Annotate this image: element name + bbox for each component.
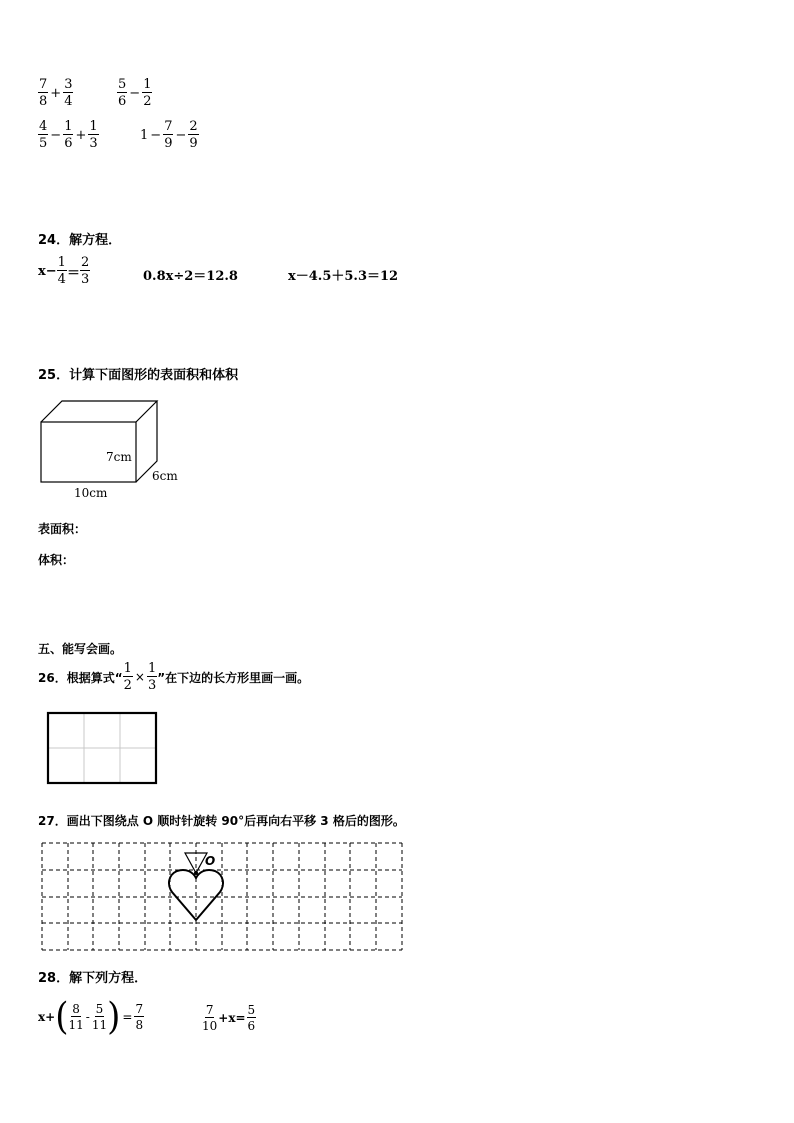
width-label: 10cm <box>74 486 108 500</box>
question-25-title: 25．计算下面图形的表面积和体积 <box>38 368 239 383</box>
operator: − <box>129 85 141 101</box>
numerator: 1 <box>64 119 73 134</box>
surface-area-label: 表面积： <box>38 522 87 536</box>
numerator: 3 <box>64 77 73 92</box>
drawing-rectangle[interactable] <box>46 711 158 785</box>
fraction <box>92 1003 107 1031</box>
volume-label: 体积： <box>38 553 75 567</box>
denominator: 8 <box>39 94 48 109</box>
denominator: 6 <box>247 1019 256 1033</box>
fraction <box>117 78 127 108</box>
fraction <box>63 120 73 150</box>
denominator: 2 <box>143 94 152 109</box>
denominator: 3 <box>89 136 98 151</box>
fraction <box>38 78 48 108</box>
q24-equation-3: x－4.5＋5.3＝12 <box>288 269 399 284</box>
operator: + <box>50 85 62 101</box>
denominator: 4 <box>57 272 66 287</box>
numerator: 4 <box>39 119 48 134</box>
question-24-title: 24．解方程． <box>38 233 122 248</box>
denominator: 5 <box>39 136 48 151</box>
fraction <box>63 78 73 108</box>
fraction <box>57 256 67 286</box>
numerator: 1 <box>57 255 66 270</box>
calc-expr-3 <box>38 120 99 150</box>
numerator: 5 <box>247 1003 256 1017</box>
denominator: 6 <box>118 94 127 109</box>
right-parenthesis: ) <box>107 995 121 1039</box>
equation-prefix: x+ <box>38 1010 56 1024</box>
denominator: 8 <box>135 1018 144 1032</box>
denominator: 4 <box>64 94 73 109</box>
calc-expr-1 <box>38 78 73 108</box>
fraction <box>38 120 48 150</box>
q24-equation-2: 0.8x÷2＝12.8 <box>143 269 238 284</box>
numerator: 1 <box>143 77 152 92</box>
operator: - <box>85 1010 90 1024</box>
denominator: 9 <box>164 136 173 151</box>
fraction <box>188 120 198 150</box>
numerator: 2 <box>189 119 198 134</box>
denominator: 11 <box>68 1018 84 1032</box>
fraction <box>163 120 173 150</box>
numerator: 2 <box>80 255 90 270</box>
operator: − <box>50 127 62 143</box>
numerator: 8 <box>72 1002 80 1016</box>
question-26-prefix: 26．根据算式“ <box>38 670 123 685</box>
fraction <box>202 1004 217 1032</box>
numerator: 1 <box>147 661 157 676</box>
cuboid-top-face <box>41 401 157 422</box>
q28-equation-1 <box>38 995 144 1039</box>
question-26-suffix: ”在下边的长方形里画一画。 <box>157 670 310 685</box>
question-28-title: 28．解下列方程． <box>38 971 148 986</box>
equals-sign: = <box>122 1010 133 1024</box>
fraction <box>142 78 152 108</box>
fraction <box>123 662 133 692</box>
operator: − <box>150 127 162 143</box>
depth-label: 6cm <box>152 469 178 483</box>
equation-prefix: x− <box>38 263 57 279</box>
fraction <box>80 256 90 286</box>
fraction <box>134 1003 144 1031</box>
dashed-grid[interactable] <box>40 840 404 952</box>
numerator: 5 <box>118 77 127 92</box>
denominator: 3 <box>80 272 90 287</box>
question-26-title <box>38 662 309 692</box>
question-27-title: 27．画出下图绕点 O 顺时针旋转 90°后再向右平移 3 格后的图形。 <box>38 814 405 828</box>
denominator: 10 <box>202 1019 218 1033</box>
height-label: 7cm <box>106 450 132 464</box>
equation-middle: +x= <box>218 1011 246 1025</box>
times-operator: × <box>134 670 145 684</box>
operator: − <box>175 127 187 143</box>
denominator: 11 <box>91 1018 108 1032</box>
fraction <box>68 1003 83 1031</box>
denominator: 6 <box>64 136 73 151</box>
numerator: 7 <box>164 119 173 134</box>
equals-sign: ＝ <box>66 265 80 281</box>
fraction <box>147 662 157 692</box>
left-parenthesis: ( <box>55 995 69 1039</box>
numerator: 7 <box>39 77 48 92</box>
fraction <box>247 1004 257 1032</box>
denominator: 3 <box>147 678 157 693</box>
numerator: 7 <box>205 1003 214 1017</box>
rotation-point <box>194 871 198 875</box>
fraction <box>88 120 98 150</box>
q28-equation-2 <box>202 1004 256 1032</box>
denominator: 9 <box>189 136 198 151</box>
q24-equation-1 <box>38 256 90 286</box>
numerator: 7 <box>135 1002 144 1016</box>
numerator: 1 <box>123 661 132 676</box>
denominator: 2 <box>123 678 132 693</box>
whole-number: 1 <box>140 127 149 143</box>
section-5-title: 五、能写会画。 <box>38 642 123 656</box>
numerator: 5 <box>95 1002 104 1016</box>
numerator: 1 <box>89 119 98 134</box>
calc-expr-4 <box>140 120 199 150</box>
point-o-label: O <box>205 854 216 868</box>
operator: + <box>75 127 87 143</box>
calc-expr-2 <box>117 78 152 108</box>
